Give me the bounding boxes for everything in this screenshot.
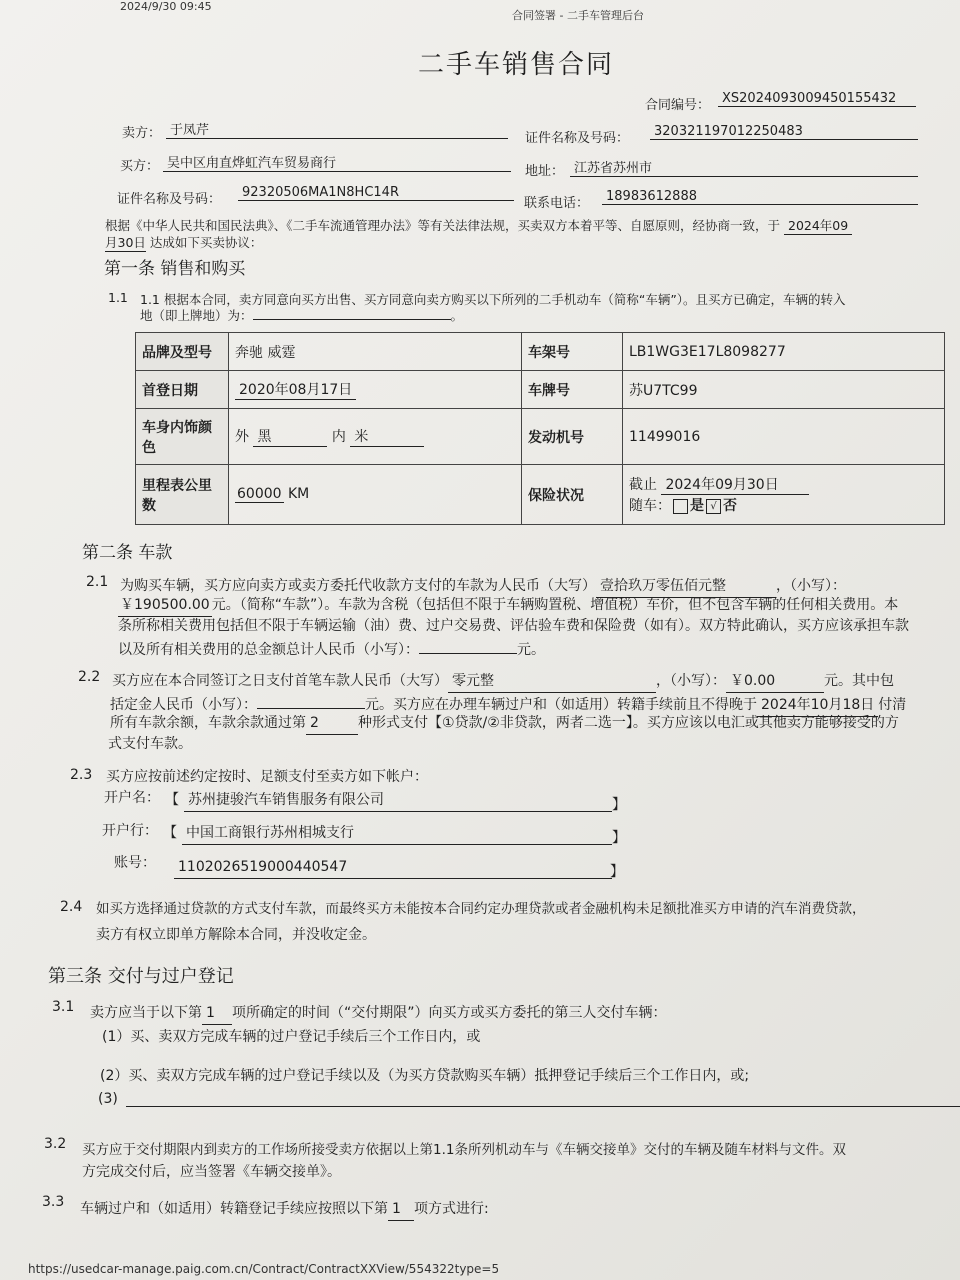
p31-option-3: (3)	[98, 1091, 118, 1107]
engine-label: 发动机号	[522, 409, 623, 465]
p31-line1	[90, 1003, 667, 1025]
art1-text-1: 1.1 根据本合同，卖方同意向买方出售、买方同意向卖方购买以下所列的二手机动车（简称“车辆”）。且买方已确定，车辆的转入	[140, 292, 846, 307]
p32-num: 3.2	[44, 1136, 67, 1152]
account-name-bracket-right: 】	[612, 797, 626, 813]
p31-option-1: (1）买、卖双方完成车辆的过户登记手续后三个工作日内，或	[102, 1029, 481, 1045]
color-label	[136, 409, 229, 465]
p24-num: 2.4	[60, 899, 83, 915]
article-1-title: 第一条 销售和购买	[104, 259, 246, 279]
insurance-with-row	[629, 495, 938, 515]
vehicle-info-table	[135, 332, 945, 525]
account-name-bracket-left: 【	[165, 792, 179, 808]
mileage-unit: KM	[288, 486, 310, 502]
deposit-blank	[257, 692, 365, 709]
p21-text-e: 以及所有相关费用的总金额总计人民币（小写）：	[118, 642, 419, 658]
buyer-address-label: 地址：	[525, 164, 565, 179]
print-datetime: 2024/9/30 09:45	[120, 0, 212, 13]
p23-text: 买方应按前述约定按时、足额支付至卖方如下帐户：	[106, 769, 428, 785]
contract-no-label: 合同编号：	[645, 98, 711, 113]
brand-label: 品牌及型号	[136, 333, 229, 371]
buyer-address-value: 江苏省苏州市	[570, 157, 918, 177]
p31-text-b: 项所确定的时间（“交付期限”）向买方或买方委托的第三人交付车辆：	[232, 1005, 667, 1021]
art1-num: 1.1	[108, 290, 128, 305]
art1-period: 。	[450, 308, 464, 323]
color-label-b: 色	[142, 439, 156, 456]
exterior-color: 黑	[253, 426, 327, 447]
no-label: 否	[723, 498, 737, 514]
mileage-cell	[229, 465, 522, 525]
insurance-until-value: 2024年09月30日	[661, 474, 809, 495]
p22-num: 2.2	[78, 669, 101, 685]
p21-amount: ￥190500.00	[118, 595, 212, 617]
p21-line2	[118, 595, 898, 617]
insurance-with-label: 随车：	[629, 498, 671, 514]
seller-id-value: 320321197012250483	[650, 124, 918, 140]
insurance-label: 保险状况	[522, 465, 623, 525]
p22-text-d: 括定金人民币（小写）：	[110, 697, 257, 713]
p33-choice: 1	[388, 1199, 414, 1221]
preamble-text-end: 达成如下买卖协议：	[149, 235, 263, 250]
p21-text-f: 元。	[517, 642, 545, 658]
reg-date-value: 2020年08月17日	[235, 379, 356, 400]
p21-line4	[118, 637, 545, 661]
interior-label: 内	[331, 429, 346, 445]
p22-text-e: 元。买方应在办理车辆过户和（如适用）转籍手续前且不得晚于	[365, 697, 757, 713]
p22-text-g: 所有车款余额，车款余款通过第	[110, 715, 306, 731]
mileage-label-b: 数	[142, 497, 156, 514]
buyer-label: 买方：	[120, 159, 160, 174]
engine-value: 11499016	[623, 409, 945, 465]
interior-color: 米	[350, 426, 424, 447]
color-cell	[229, 409, 522, 465]
insurance-until-label: 截止	[629, 477, 657, 493]
p24-line1: 如买方选择通过贷款的方式支付车款，而最终买方未能按本合同约定办理贷款或者金融机构未足额批准买方申请的汽车消费贷款，	[96, 901, 866, 917]
art1-destination-label: 地（即上牌地）为：	[140, 308, 253, 323]
preamble-line2	[105, 233, 262, 252]
print-page-title: 合同签署 - 二手车管理后台	[512, 9, 644, 22]
p23-num: 2.3	[70, 767, 93, 783]
p31-choice: 1	[202, 1003, 232, 1025]
p22-line1	[112, 671, 894, 693]
mileage-value: 60000	[237, 486, 282, 502]
account-no-value: 1102026519000440547	[174, 857, 612, 879]
account-name-value: 苏州捷骏汽车销售服务有限公司	[184, 790, 612, 812]
bank-bracket-left: 【	[163, 825, 177, 841]
p22-text-b: ，（小写）：	[656, 673, 726, 689]
p21-num: 2.1	[86, 574, 109, 590]
plate-label: 车牌号	[522, 371, 623, 409]
account-no-bracket-right: 】	[610, 864, 624, 880]
p22-line4: 式支付车款。	[108, 736, 192, 752]
yes-label: 是	[690, 498, 704, 514]
p22-amount: ￥0.00	[726, 671, 824, 693]
p22-way: 2	[306, 713, 358, 735]
vin-value: LB1WG3E17L8098277	[623, 333, 945, 371]
plate-value: 苏U7TC99	[623, 371, 945, 409]
p31-text-a: 卖方应当于以下第	[90, 1005, 202, 1021]
insurance-until-row	[629, 474, 938, 495]
seller-label: 卖方：	[122, 126, 162, 141]
p31-option-2: (2）买、卖双方完成车辆的过户登记手续以及（为买方贷款购买车辆）抵押登记手续后三个工作日内，或;	[100, 1068, 750, 1084]
checkbox-yes	[673, 499, 688, 514]
p32-line1: 买方应于交付期限内到卖方的工作场所接受卖方依据以上第1.1条所列机动车与《车辆交接单》交付的车辆及随车材料与文件。双	[82, 1142, 846, 1158]
contract-no-value: XS2024093009450155432	[718, 91, 916, 107]
p31-num: 3.1	[52, 999, 75, 1015]
seller-name: 于凤芹	[166, 119, 508, 139]
art1-text-2	[140, 305, 463, 324]
brand-value: 奔驰 威霆	[229, 333, 522, 371]
p32-line2: 方完成交付后，应当签署《车辆交接单》。	[82, 1164, 341, 1180]
article-3-title: 第三条 交付与过户登记	[48, 966, 234, 987]
p21-text-c: 元。（简称“车款”）。车款为含税（包括但不限于车辆购置税、增值税）车价，但不包含车辆的任何相关费用。本	[211, 597, 899, 613]
p31-option-3-blank	[126, 1106, 960, 1107]
exterior-label: 外	[235, 429, 249, 445]
bank-bracket-right: 】	[612, 830, 626, 846]
bank-label: 开户行：	[102, 823, 158, 839]
p21-line3: 条所称相关费用包括但不限于车辆运输（油）费、过户交易费、评估验车费和保险费（如有）。双方特此确认，买方应该承担车款	[118, 618, 909, 634]
color-label-a: 车身内饰颜	[142, 419, 212, 436]
destination-blank	[253, 305, 451, 320]
account-name-label: 开户名：	[104, 790, 160, 806]
buyer-name: 吴中区甪直烨虹汽车贸易商行	[163, 152, 511, 172]
preamble-date-year: 2024年09	[784, 216, 852, 235]
p21-text-b: ，（小写）：	[776, 578, 846, 594]
mileage-label	[136, 465, 229, 525]
reg-date-label: 首登日期	[136, 371, 229, 409]
preamble-text: 根据《中华人民共和国民法典》、《二手车流通管理办法》等有关法律法规，买卖双方本着平等、自愿原则，经协商一致，于	[105, 218, 781, 233]
p22-line3	[110, 713, 899, 735]
vin-label: 车架号	[522, 333, 623, 371]
p22-date: 2024年10月18日	[757, 695, 878, 717]
print-footer-url: https://usedcar-manage.paig.com.cn/Contract/ContractXXView/554322type=5	[28, 1262, 500, 1276]
account-no-label: 账号：	[114, 855, 156, 871]
p21-text-a: 为购买车辆，买方应向卖方或卖方委托代收款方支付的车款为人民币（大写）	[120, 578, 596, 594]
p22-text-a: 买方应在本合同签订之日支付首笔车款人民币（大写）	[112, 673, 448, 689]
checkbox-no-checked-icon: √	[706, 499, 721, 514]
p33-num: 3.3	[42, 1194, 65, 1210]
insurance-cell	[623, 465, 945, 525]
preamble-date-day: 月30日	[105, 235, 146, 250]
p22-amount-cn: 零元整	[448, 671, 656, 693]
p22-text-c: 元。其中包	[824, 673, 894, 689]
p33-line1	[80, 1199, 489, 1221]
p33-text-b: 项方式进行:	[414, 1201, 489, 1217]
buyer-phone-value: 18983612888	[602, 189, 918, 205]
p22-text-f: 付清	[878, 697, 907, 713]
total-amount-blank	[419, 637, 517, 654]
buyer-phone-label: 联系电话：	[524, 196, 590, 211]
seller-id-label: 证件名称及号码：	[525, 131, 630, 146]
reg-date-cell	[229, 371, 522, 409]
p33-text-a: 车辆过户和（如适用）转籍登记手续应按照以下第	[80, 1201, 388, 1217]
p21-amount-cn: 壹拾玖万零伍佰元整	[596, 576, 776, 598]
bank-value: 中国工商银行苏州相城支行	[182, 823, 612, 845]
article-2-title: 第二条 车款	[82, 543, 173, 563]
p24-line2: 卖方有权立即单方解除本合同，并没收定金。	[96, 927, 376, 943]
p22-text-h: 种形式支付【①贷款/②非贷款，两者二选一】。买方应该以电汇或其他卖方能够接受的方	[358, 715, 899, 731]
buyer-id-value: 92320506MA1N8HC14R	[238, 185, 514, 201]
buyer-id-label: 证件名称及号码：	[117, 192, 222, 207]
mileage-label-a: 里程表公里	[142, 477, 212, 494]
document-title: 二手车销售合同	[418, 50, 615, 80]
